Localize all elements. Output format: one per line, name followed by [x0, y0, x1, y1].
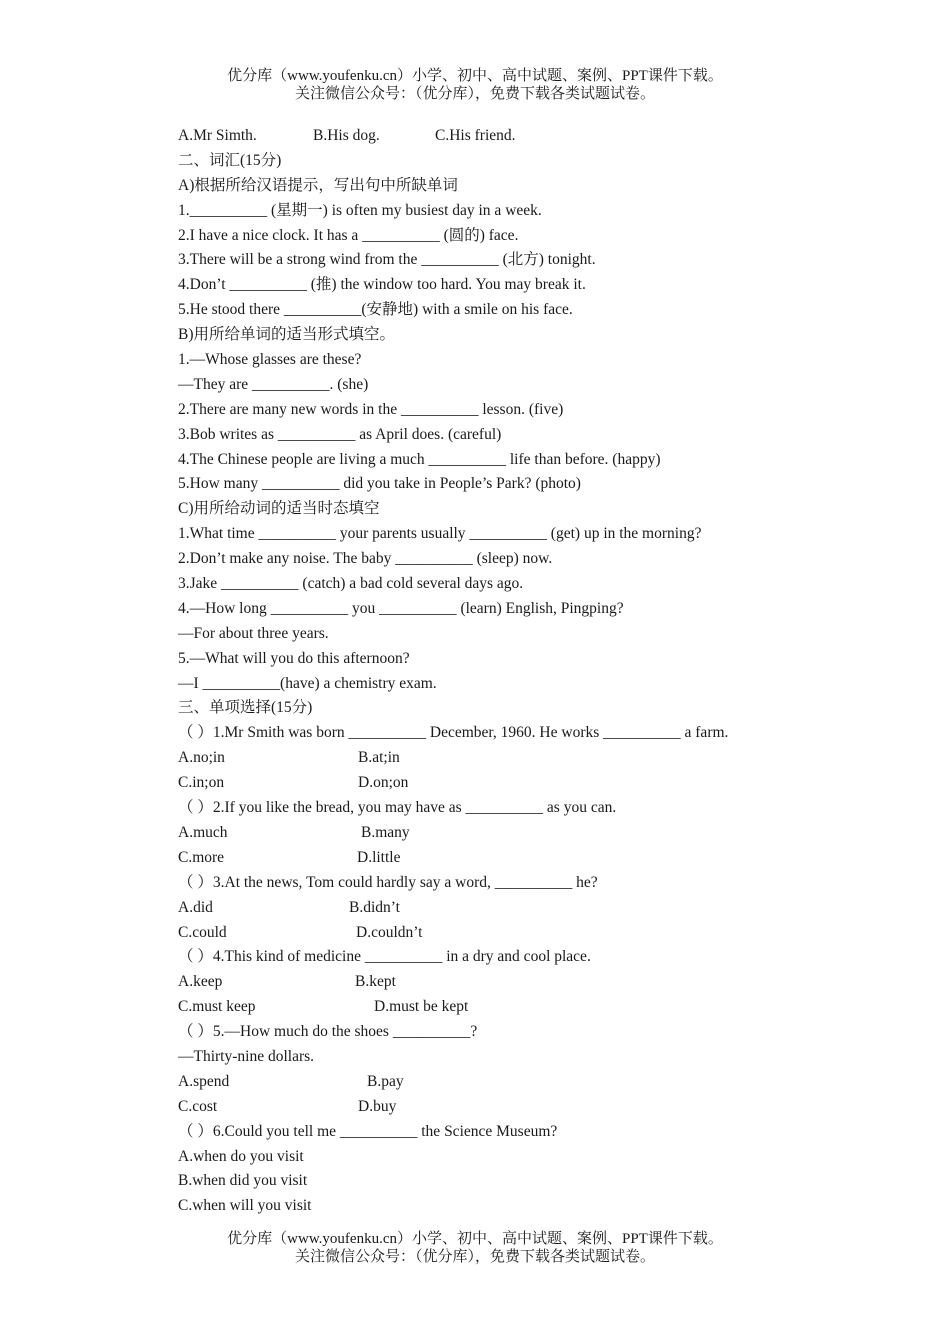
- part-c-title: C)用所给动词的适当时态填空: [178, 500, 380, 518]
- option-a: A.did: [178, 898, 213, 916]
- option-a: A.when do you visit: [178, 1147, 304, 1165]
- question-5-answer-line: —Thirty-nine dollars.: [178, 1047, 315, 1065]
- option-d: D.little: [357, 848, 401, 866]
- footer-line-1: 优分库（www.youfenku.cn）小学、初中、高中试题、案例、PPT课件下载。: [227, 1231, 723, 1247]
- part-b-item: 1.—Whose glasses are these?: [178, 351, 362, 369]
- option-d: D.couldn’t: [356, 923, 423, 941]
- option-a: A.spend: [178, 1072, 230, 1090]
- option-c: C.cost: [178, 1097, 218, 1115]
- option-b: B.didn’t: [349, 898, 400, 916]
- option-b: B.many: [361, 823, 410, 841]
- part-b-item: —They are __________. (she): [178, 375, 369, 393]
- option-c: C.could: [178, 923, 227, 941]
- part-c-item: —I __________(have) a chemistry exam.: [178, 674, 437, 692]
- worksheet-content: [178, 124, 918, 1219]
- option-c: C.when will you visit: [178, 1197, 312, 1215]
- part-b-item: 5.How many __________ did you take in People’s Park? (photo): [178, 475, 581, 493]
- part-c-item: 2.Don’t make any noise. The baby __________ (sleep) now.: [178, 550, 553, 568]
- question-5-options-cd: [178, 1095, 918, 1120]
- question-1-options-cd: [178, 771, 918, 796]
- prev-option-a: A.Mr Simth.: [178, 127, 257, 144]
- part-c-item: 1.What time __________ your parents usually __________ (get) up in the morning?: [178, 525, 702, 543]
- option-b: B.kept: [355, 973, 396, 991]
- option-b: B.at;in: [358, 749, 400, 767]
- part-b-item: 4.The Chinese people are living a much __________ life than before. (happy): [178, 450, 661, 468]
- question-4-options-cd: [178, 995, 918, 1020]
- question-5-options-ab: [178, 1070, 918, 1095]
- option-c: C.must keep: [178, 998, 256, 1016]
- question-5-stem: （ ）5.—How much do the shoes __________?: [178, 1023, 478, 1041]
- question-3-stem: （ ）3.At the news, Tom could hardly say a word, __________ he?: [178, 873, 598, 891]
- section-2-title: 二、词汇(15分): [178, 151, 282, 169]
- question-3-options-cd: [178, 921, 918, 946]
- page-footer: [0, 1230, 950, 1266]
- question-6-stem: （ ）6.Could you tell me __________ the Science Museum?: [178, 1122, 558, 1140]
- question-1-stem: （ ）1.Mr Smith was born __________ December, 1960. He works __________ a farm.: [178, 724, 729, 742]
- option-a: A.much: [178, 823, 228, 841]
- part-a-item: 5.He stood there __________(安静地) with a smile on his face.: [178, 301, 573, 319]
- question-4-stem: （ ）4.This kind of medicine __________ in a dry and cool place.: [178, 948, 591, 966]
- question-2-options-ab: [178, 821, 918, 846]
- part-c-item: 3.Jake __________ (catch) a bad cold several days ago.: [178, 575, 524, 593]
- part-a-item: 1.__________ (星期一) is often my busiest day in a week.: [178, 201, 542, 219]
- part-b-title: B)用所给单词的适当形式填空。: [178, 326, 396, 344]
- option-c: C.more: [178, 848, 225, 866]
- part-a-item: 2.I have a nice clock. It has a __________ (圆的) face.: [178, 226, 519, 244]
- option-b: B.pay: [367, 1072, 404, 1090]
- header-line-2: 关注微信公众号：（优分库），免费下载各类试题试卷。: [294, 86, 655, 102]
- option-d: D.buy: [358, 1097, 397, 1115]
- prev-question-options: [178, 124, 918, 149]
- part-b-item: 2.There are many new words in the __________ lesson. (five): [178, 400, 564, 418]
- option-b: B.when did you visit: [178, 1172, 308, 1190]
- prev-option-b: B.His dog.: [313, 127, 380, 144]
- header-line-1: 优分库（www.youfenku.cn）小学、初中、高中试题、案例、PPT课件下载。: [227, 68, 723, 84]
- section-3-title: 三、单项选择(15分): [178, 699, 313, 717]
- option-c: C.in;on: [178, 774, 225, 792]
- question-4-options-ab: [178, 970, 918, 995]
- option-a: A.no;in: [178, 749, 225, 767]
- prev-option-c: C.His friend.: [435, 127, 516, 144]
- part-c-item: 4.—How long __________ you __________ (learn) English, Pingping?: [178, 599, 624, 617]
- question-1-options-ab: [178, 746, 918, 771]
- question-2-stem: （ ）2.If you like the bread, you may have as __________ as you can.: [178, 799, 617, 817]
- option-d: D.must be kept: [374, 998, 469, 1016]
- part-c-item: 5.—What will you do this afternoon?: [178, 649, 410, 667]
- part-b-item: 3.Bob writes as __________ as April does. (careful): [178, 425, 502, 443]
- part-a-title: A)根据所给汉语提示，写出句中所缺单词: [178, 176, 458, 194]
- option-d: D.on;on: [358, 774, 409, 792]
- option-a: A.keep: [178, 973, 223, 991]
- question-3-options-ab: [178, 896, 918, 921]
- page-header: [0, 67, 950, 103]
- footer-line-2: 关注微信公众号：（优分库），免费下载各类试题试卷。: [294, 1249, 655, 1265]
- part-a-item: 3.There will be a strong wind from the __________ (北方) tonight.: [178, 251, 596, 269]
- question-2-options-cd: [178, 846, 918, 871]
- part-c-item: —For about three years.: [178, 624, 329, 642]
- part-a-item: 4.Don’t __________ (推) the window too hard. You may break it.: [178, 276, 586, 294]
